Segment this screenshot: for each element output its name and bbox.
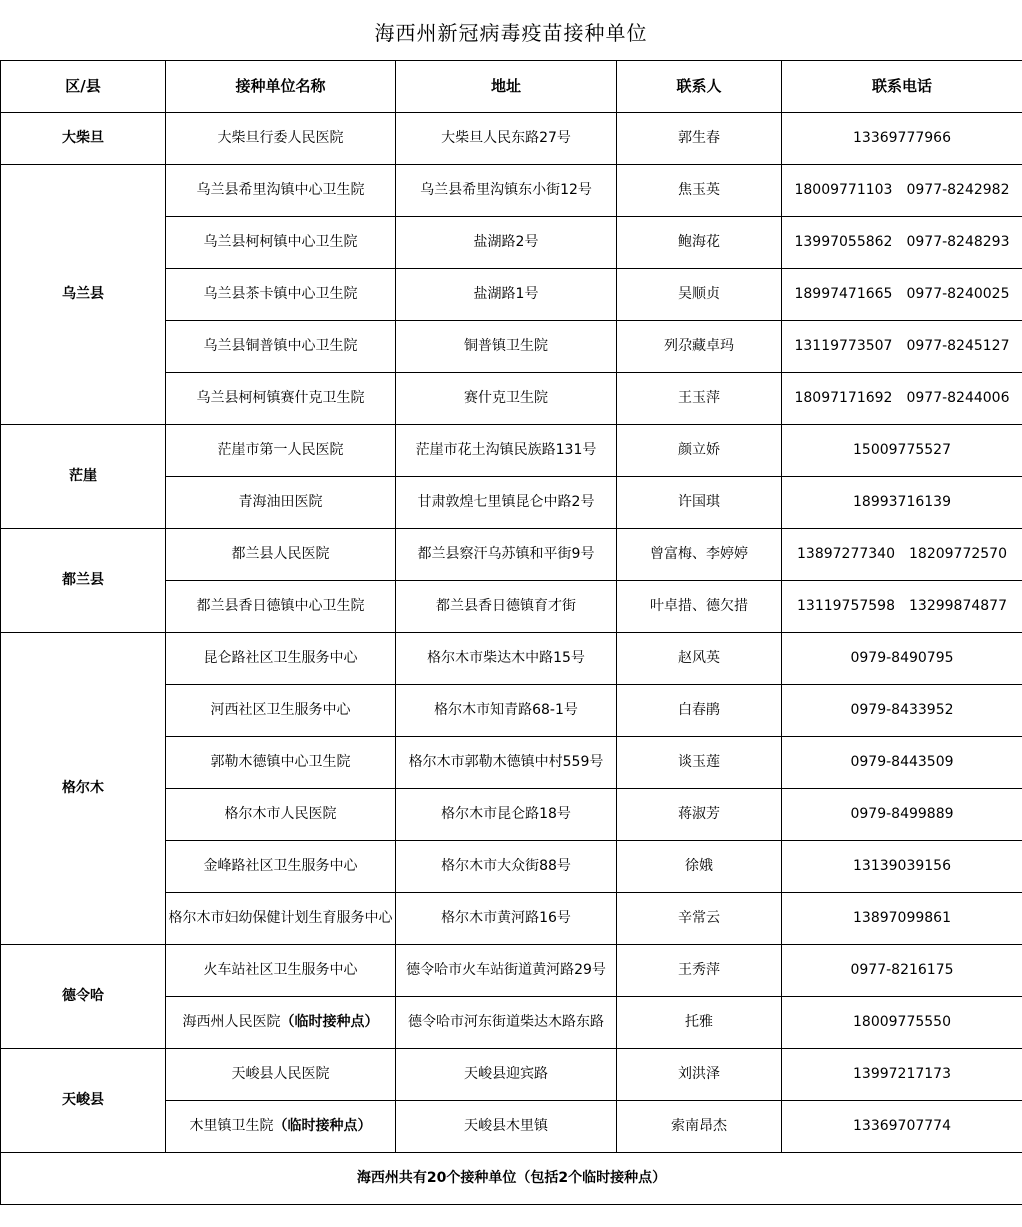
table-row [1,633,1022,685]
unit-name: 都兰县香日德镇中心卫生院 [196,598,365,614]
unit-name: 木里镇卫生院 [189,1118,274,1134]
phone-number: 13119773507 [794,338,893,354]
temporary-site-note: （临时接种点） [273,1118,372,1134]
contact-cell: 许国琪 [617,477,782,529]
phone-cell [782,529,1022,581]
address-cell: 赛什克卫生院 [396,373,617,425]
phone-cell [782,737,1022,789]
address-cell: 德令哈市火车站街道黄河路29号 [396,945,617,997]
unit-name: 金峰路社区卫生服务中心 [203,858,358,874]
table-row [1,529,1022,581]
contact-cell: 索南昂杰 [617,1101,782,1153]
contact-cell: 赵风英 [617,633,782,685]
header-phone: 联系电话 [782,61,1022,113]
unit-name-cell [166,373,396,425]
contact-cell: 辛常云 [617,893,782,945]
phone-cell [782,1101,1022,1153]
phone-number: 0977-8245127 [906,338,1010,354]
district-cell: 大柴旦 [1,113,166,165]
unit-name: 格尔木市人民医院 [224,806,337,822]
phone-cell [782,477,1022,529]
phone-number: 13369777966 [853,130,951,146]
district-cell: 乌兰县 [1,165,166,425]
phone-number: 18009771103 [794,182,893,198]
phone-cell [782,997,1022,1049]
phone-number: 13997055862 [794,234,893,250]
phone-number: 0977-8242982 [906,182,1010,198]
contact-cell: 列尕藏卓玛 [617,321,782,373]
district-cell: 格尔木 [1,633,166,945]
phone-number: 13897099861 [853,910,951,926]
table-body [1,113,1022,1153]
address-cell: 天峻县迎宾路 [396,1049,617,1101]
phone-cell [782,165,1022,217]
phone-number: 0977-8240025 [906,286,1010,302]
address-cell: 盐湖路2号 [396,217,617,269]
table-row [1,165,1022,217]
address-cell: 格尔木市柴达木中路15号 [396,633,617,685]
contact-cell: 焦玉英 [617,165,782,217]
unit-name: 大柴旦行委人民医院 [217,130,344,146]
phone-number: 18997471665 [794,286,893,302]
phone-number: 13299874877 [909,598,1007,614]
contact-cell: 蒋淑芳 [617,789,782,841]
phone-number: 0977-8244006 [906,390,1010,406]
phone-number: 0979-8433952 [850,702,954,718]
unit-name: 海西州人民医院 [182,1014,281,1030]
district-cell: 天峻县 [1,1049,166,1153]
header-contact: 联系人 [617,61,782,113]
contact-cell: 谈玉莲 [617,737,782,789]
district-cell: 德令哈 [1,945,166,1049]
contact-cell: 鲍海花 [617,217,782,269]
phone-cell [782,425,1022,477]
unit-name-cell [166,945,396,997]
contact-cell: 王玉萍 [617,373,782,425]
address-cell: 大柴旦人民东路27号 [396,113,617,165]
phone-cell [782,217,1022,269]
contact-cell: 王秀萍 [617,945,782,997]
footer-row [1,1153,1022,1205]
phone-cell [782,1049,1022,1101]
contact-cell: 曾富梅、李婷婷 [617,529,782,581]
summary-note: 海西州共有20个接种单位（包括2个临时接种点） [1,1153,1022,1205]
phone-number: 0977-8248293 [906,234,1010,250]
unit-name: 乌兰县柯柯镇中心卫生院 [203,234,358,250]
unit-name: 青海油田医院 [238,494,323,510]
phone-number: 13997217173 [853,1066,951,1082]
header-unit-name: 接种单位名称 [166,61,396,113]
phone-cell [782,581,1022,633]
unit-name-cell [166,737,396,789]
contact-cell: 颜立娇 [617,425,782,477]
unit-name-cell [166,321,396,373]
contact-cell: 白春鹃 [617,685,782,737]
unit-name-cell [166,1049,396,1101]
unit-name: 河西社区卫生服务中心 [210,702,351,718]
contact-cell: 叶卓措、德欠措 [617,581,782,633]
unit-name-cell [166,841,396,893]
unit-name: 乌兰县柯柯镇赛什克卫生院 [196,390,365,406]
phone-number: 15009775527 [853,442,951,458]
address-cell: 格尔木市大众街88号 [396,841,617,893]
phone-number: 18009775550 [853,1014,951,1030]
address-cell: 都兰县香日德镇育才街 [396,581,617,633]
phone-cell [782,841,1022,893]
unit-name-cell [166,633,396,685]
unit-name-cell [166,997,396,1049]
table-row [1,1049,1022,1101]
phone-cell [782,321,1022,373]
unit-name: 茫崖市第一人民医院 [217,442,344,458]
phone-cell [782,893,1022,945]
phone-cell [782,633,1022,685]
phone-cell [782,113,1022,165]
unit-name: 天峻县人民医院 [231,1066,330,1082]
unit-name: 乌兰县茶卡镇中心卫生院 [203,286,358,302]
address-cell: 格尔木市郭勒木德镇中村559号 [396,737,617,789]
phone-cell [782,685,1022,737]
address-cell: 都兰县察汗乌苏镇和平街9号 [396,529,617,581]
unit-name-cell [166,165,396,217]
phone-number: 18993716139 [853,494,951,510]
unit-name-cell [166,789,396,841]
unit-name-cell [166,1101,396,1153]
unit-name: 火车站社区卫生服务中心 [203,962,358,978]
unit-name-cell [166,217,396,269]
contact-cell: 刘洪泽 [617,1049,782,1101]
address-cell: 乌兰县希里沟镇东小街12号 [396,165,617,217]
address-cell: 甘肃敦煌七里镇昆仑中路2号 [396,477,617,529]
phone-number: 0977-8216175 [850,962,954,978]
header-district: 区/县 [1,61,166,113]
contact-cell: 托雅 [617,997,782,1049]
unit-name-cell [166,581,396,633]
page-title: 海西州新冠病毒疫苗接种单位 [374,21,648,45]
address-cell: 格尔木市昆仑路18号 [396,789,617,841]
unit-name: 乌兰县铜普镇中心卫生院 [203,338,358,354]
phone-cell [782,269,1022,321]
unit-name-cell [166,893,396,945]
phone-number: 0979-8490795 [850,650,954,666]
address-cell: 德令哈市河东街道柴达木路东路 [396,997,617,1049]
phone-number: 0979-8443509 [850,754,954,770]
table-row [1,425,1022,477]
district-cell: 茫崖 [1,425,166,529]
unit-name: 乌兰县希里沟镇中心卫生院 [196,182,365,198]
header-address: 地址 [396,61,617,113]
header-row [1,61,1022,113]
phone-cell [782,945,1022,997]
address-cell: 格尔木市知青路68-1号 [396,685,617,737]
table-row [1,945,1022,997]
unit-name: 昆仑路社区卫生服务中心 [203,650,358,666]
contact-cell: 郭生春 [617,113,782,165]
unit-name-cell [166,425,396,477]
district-cell: 都兰县 [1,529,166,633]
unit-name: 格尔木市妇幼保健计划生育服务中心 [168,910,393,926]
phone-number: 18209772570 [909,546,1007,562]
contact-cell: 徐娥 [617,841,782,893]
phone-number: 13369707774 [853,1118,951,1134]
phone-number: 13897277340 [797,546,895,562]
unit-name-cell [166,685,396,737]
unit-name-cell [166,477,396,529]
temporary-site-note: （临时接种点） [280,1014,379,1030]
phone-cell [782,373,1022,425]
unit-name-cell [166,529,396,581]
address-cell: 天峻县木里镇 [396,1101,617,1153]
address-cell: 茫崖市花土沟镇民族路131号 [396,425,617,477]
unit-name: 都兰县人民医院 [231,546,330,562]
address-cell: 盐湖路1号 [396,269,617,321]
phone-cell [782,789,1022,841]
address-cell: 格尔木市黄河路16号 [396,893,617,945]
address-cell: 铜普镇卫生院 [396,321,617,373]
phone-number: 13119757598 [797,598,895,614]
contact-cell: 吴顺贞 [617,269,782,321]
unit-name-cell [166,269,396,321]
unit-name: 郭勒木德镇中心卫生院 [210,754,351,770]
phone-number: 13139039156 [853,858,951,874]
phone-number: 0979-8499889 [850,806,954,822]
unit-name-cell [166,113,396,165]
table-row [1,113,1022,165]
vaccination-sites-table [0,60,1022,1205]
phone-number: 18097171692 [794,390,893,406]
